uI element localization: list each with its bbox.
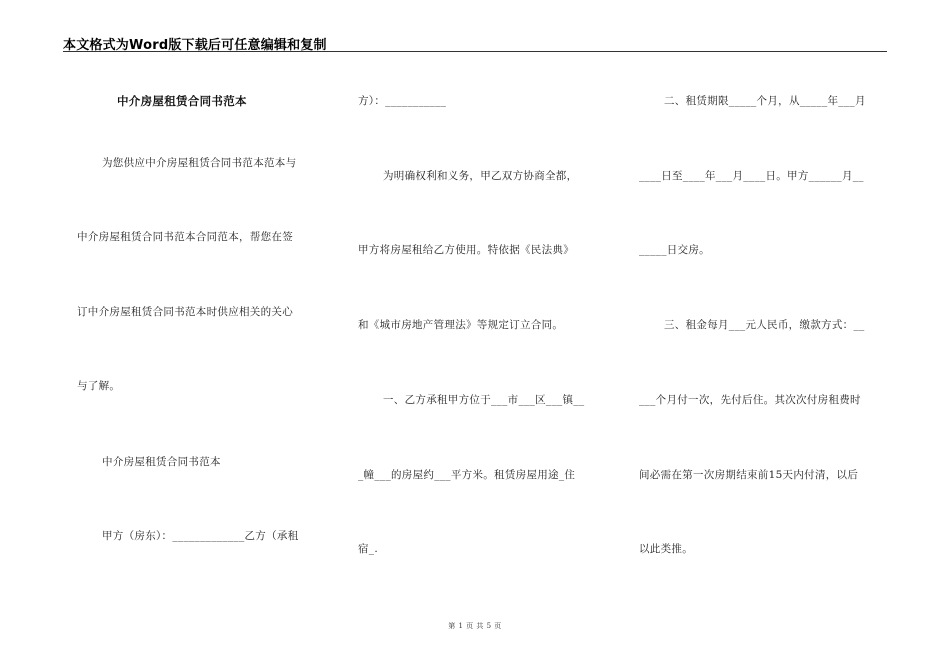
text-line: 甲方（房东）：_____________乙方（承租 [102,530,299,542]
page-number: 第 1 页 共 5 页 [448,622,502,630]
clause-line: ___个月付一次，先付后住。其次次付房租费时 [639,394,861,406]
section-heading: 中介房屋租赁合同书范本 [102,456,221,468]
clause-line: 二、租赁期限_____个月，从_____年___月 [664,95,866,107]
clause-line: _幢___的房屋约___平方米。租赁房屋用途_住 [358,469,576,481]
text-line: 与了解。 [77,380,121,392]
document-header: 本文格式为Word版下载后可任意编辑和复制 [63,38,327,53]
text-line: 甲方将房屋租给乙方使用。特依据《民法典》 [358,244,574,256]
header-rule [63,51,887,52]
clause-line: 一、乙方承租甲方位于___市___区___镇__ [383,394,585,406]
clause-line: 三、租金每月___元人民币，缴款方式：__ [664,319,865,331]
text-line: 为您供应中介房屋租赁合同书范本范本与 [102,157,297,169]
text-line: 方）：___________ [358,95,447,107]
clause-line: ____日至____年___月____日。甲方______月__ [639,170,864,182]
text-line: 为明确权利和义务，甲乙双方协商全都， [383,170,578,182]
clause-line: 以此类推。 [639,543,693,555]
clause-line: _____日交房。 [639,244,710,256]
clause-line: 宿_. [358,543,378,555]
text-line: 订中介房屋租赁合同书范本时供应相关的关心 [77,306,293,318]
clause-line: 间必需在第一次房期结束前15天内付清，以后 [639,469,859,481]
text-line: 和《城市房地产管理法》等规定订立合同。 [358,319,564,331]
text-line: 中介房屋租赁合同书范本合同范本，帮您在签 [77,231,293,243]
document-title: 中介房屋租赁合同书范本 [117,94,247,108]
